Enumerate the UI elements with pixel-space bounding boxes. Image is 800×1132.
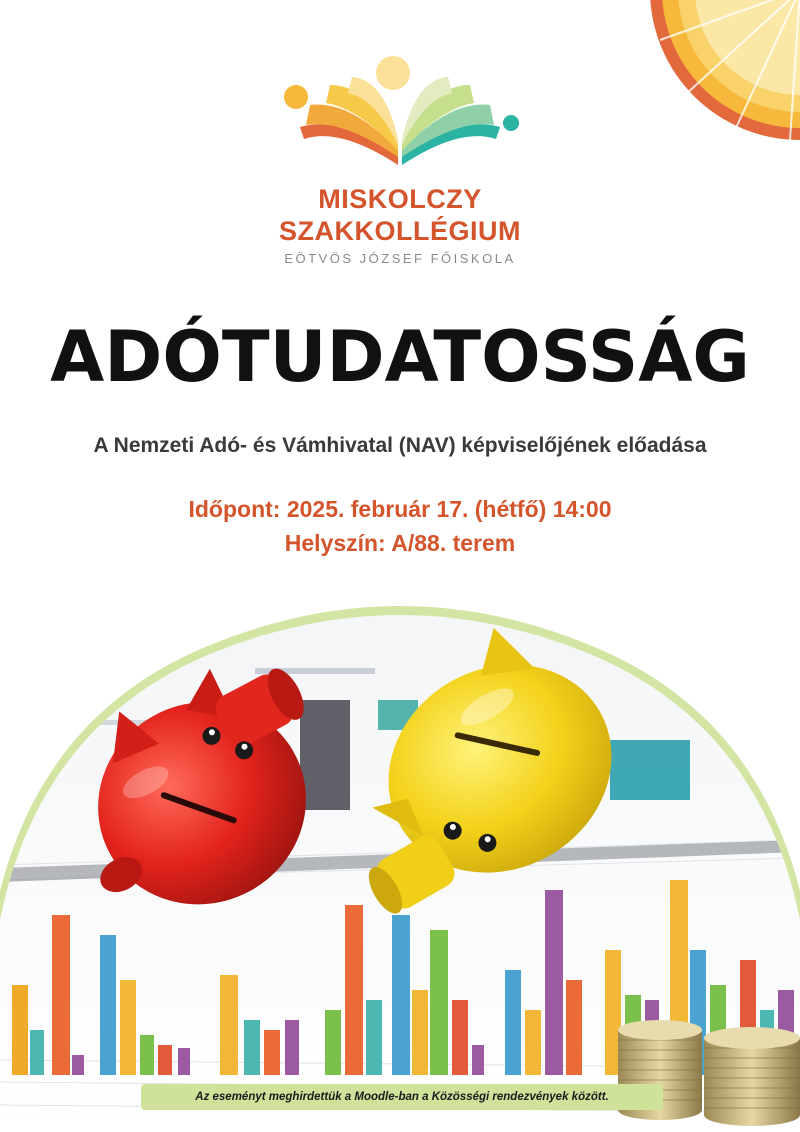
sun-decoration [640,0,800,140]
page-title: ADÓTUDATOSSÁG [50,316,750,398]
org-name-line2: SZAKKOLLÉGIUM [279,216,521,246]
institution-name: EÖTVÖS JÓZSEF FŐISKOLA [284,251,516,266]
lecture-subtitle: A Nemzeti Adó- és Vámhivatal (NAV) képviselőjének előadása [93,434,707,457]
org-name-line1: MISKOLCZY [318,184,482,214]
event-time: Időpont: 2025. február 17. (hétfő) 14:00 [188,496,612,522]
event-location: Helyszín: A/88. terem [284,530,516,556]
logo-icon [280,55,520,175]
moodle-notice: Az eseményt meghirdettük a Moodle-ban a Közösségi rendezvények között. [141,1084,663,1110]
piggy-banks-chart-photo [0,590,800,1132]
